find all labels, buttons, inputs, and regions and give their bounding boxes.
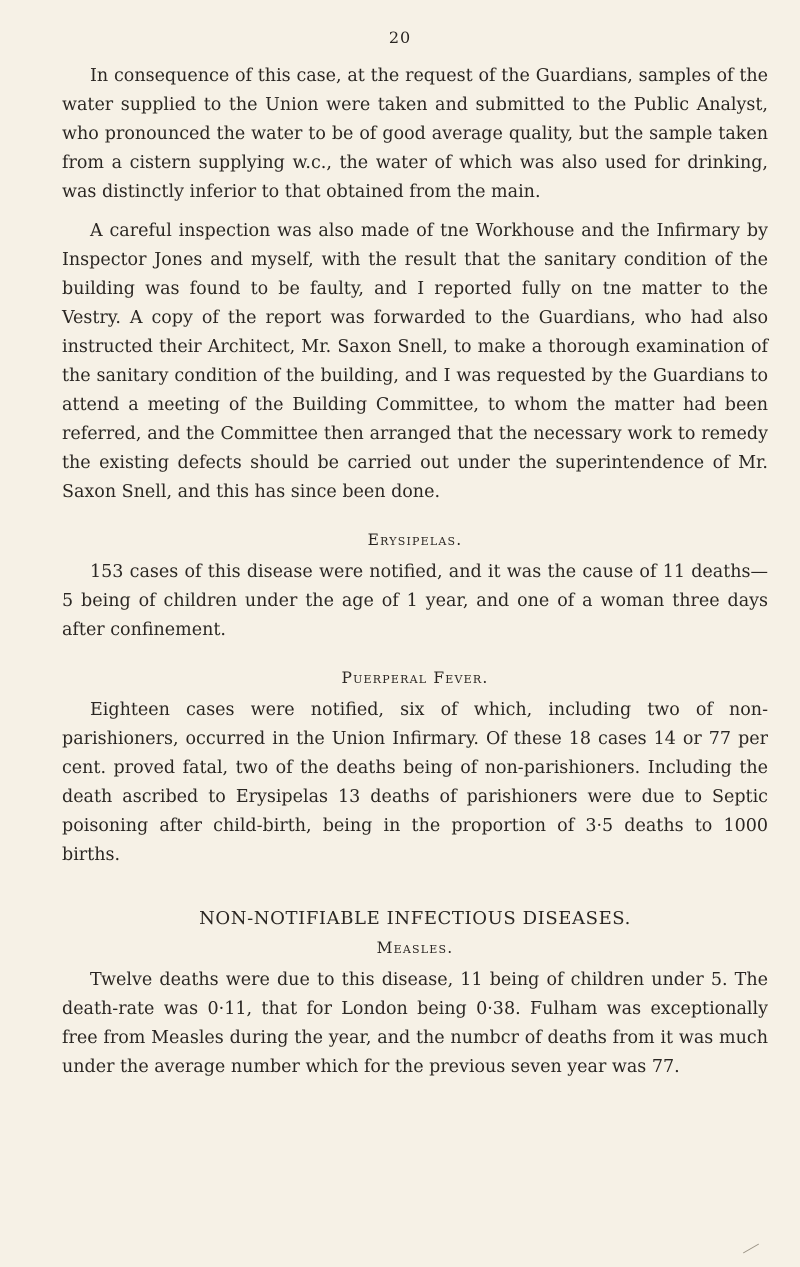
puerperal-fever-heading: Puerperal Fever. bbox=[341, 669, 489, 687]
puerperal-fever-paragraph: Eighteen cases were notified, six of which, including two of non-parishioners, occurred in the Union Infirmary. Of these 18 cases 14 or 77 per cent. proved fatal, two of the deaths being of non-parishioners. Including the death ascribed to Erysipelas 13 deaths of parishioners were due to Septic poisoning after child-birth, being in the proportion of 3·5 deaths to 1000 births. bbox=[62, 700, 768, 865]
non-notifiable-diseases-heading: NON-NOTIFIABLE INFECTIOUS DISEASES. bbox=[199, 908, 631, 929]
measles-paragraph: Twelve deaths were due to this disease, 11 being of children under 5. The death-rate was 0·11, that for London being 0·38. Fulham was exceptionally free from Measles during the year, and the numbcr of deaths from it was much under the average number which for the previous seven year was 77. bbox=[62, 970, 768, 1077]
workhouse-inspection-paragraph: A careful inspection was also made of tne Workhouse and the Infirmary by Inspector Jones and myself, with the result that the sanitary condition of the building was found to be faulty, and I reported fully on tne matter to the Vestry. A copy of the report was forwarded to the Guardians, who had also instructed their Architect, Mr. Saxon Snell, to make a thorough examination of the sanitary condition of the building, and I was requested by the Guardians to attend a meeting of the Building Committee, to whom the matter had been referred, and the Committee then arranged that the necessary work to remedy the existing defects should be carried out under the superintendence of Mr. Saxon Snell, and this has since been done. bbox=[62, 221, 768, 502]
erysipelas-paragraph: 153 cases of this disease were notified, and it was the cause of 11 deaths—5 being of children under the age of 1 year, and one of a woman three days after confinement. bbox=[62, 562, 768, 640]
measles-heading: Measles. bbox=[376, 939, 454, 957]
report-body bbox=[62, 62, 768, 1082]
page-number: 20 bbox=[388, 28, 412, 47]
erysipelas-heading: Erysipelas. bbox=[367, 531, 463, 549]
water-analysis-paragraph: In consequence of this case, at the request of the Guardians, samples of the water supplied to the Union were taken and submitted to the Public Analyst, who pronounced the water to be of good average quality, but the sample taken from a cistern supplying w.c., the water of which was also used for drinking, was distinctly inferior to that obtained from the main. bbox=[62, 66, 768, 202]
page-corner-mark bbox=[743, 1244, 759, 1254]
